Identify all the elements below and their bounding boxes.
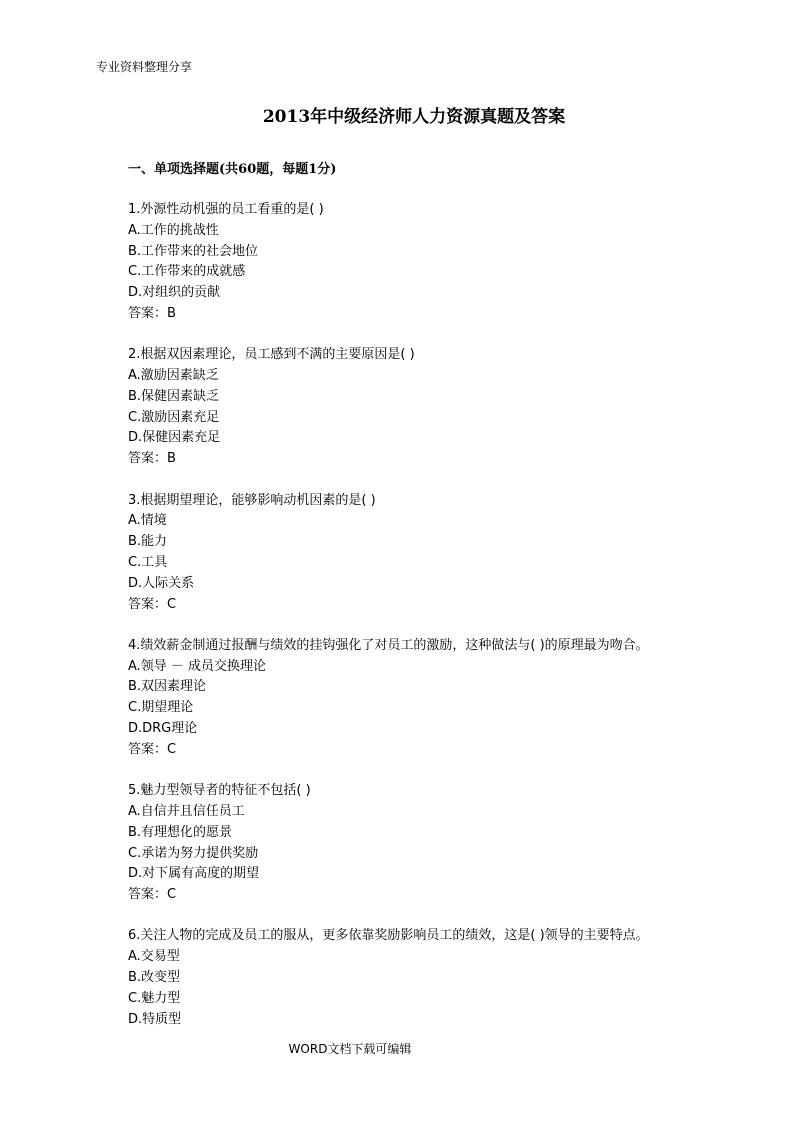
question-stem: 4.绩效薪金制通过报酬与绩效的挂钩强化了对员工的激励，这种做法与( )的原理最为吻合。 bbox=[128, 637, 649, 653]
question-stem: 6.关注人物的完成及员工的服从，更多依靠奖励影响员工的绩效，这是( )领导的主要特点。 bbox=[128, 928, 649, 944]
option-a: A.领导 － 成员交换理论 bbox=[128, 658, 267, 674]
page-header: 专业资料整理分享 bbox=[96, 60, 193, 74]
option-a: A.激励因素缺乏 bbox=[128, 368, 219, 384]
option-b: B.有理想化的愿景 bbox=[128, 824, 233, 840]
question-stem: 2.根据双因素理论，员工感到不满的主要原因是( ) bbox=[128, 347, 415, 363]
option-d: D.特质型 bbox=[128, 1011, 182, 1027]
option-c: C.工作带来的成就感 bbox=[128, 264, 246, 280]
option-b: B.能力 bbox=[128, 534, 168, 550]
option-b: B.保健因素缺乏 bbox=[128, 388, 220, 404]
option-d: D.对组织的贡献 bbox=[128, 285, 221, 301]
option-d: D.保健因素充足 bbox=[128, 430, 221, 446]
question-item bbox=[128, 926, 728, 1030]
page-footer: WORD文档下载可编辑 bbox=[288, 1042, 412, 1056]
question-item bbox=[128, 636, 728, 761]
answer-line: 答案：B bbox=[128, 305, 176, 321]
question-stem: 5.魅力型领导者的特征不包括( ) bbox=[128, 783, 311, 799]
option-a: A.自信并且信任员工 bbox=[128, 803, 245, 819]
answer-line: 答案：C bbox=[128, 741, 177, 757]
option-c: C.激励因素充足 bbox=[128, 409, 220, 425]
option-a: A.情境 bbox=[128, 513, 167, 529]
question-item bbox=[128, 491, 728, 616]
question-list bbox=[128, 200, 728, 1051]
option-d: D.对下属有高度的期望 bbox=[128, 866, 260, 882]
question-stem: 1.外源性动机强的员工看重的是( ) bbox=[128, 202, 324, 217]
answer-line: 答案：B bbox=[128, 451, 176, 467]
option-c: C.工具 bbox=[128, 554, 168, 570]
option-c: C.承诺为努力提供奖励 bbox=[128, 845, 259, 861]
question-item bbox=[128, 200, 728, 325]
question-stem: 3.根据期望理论，能够影响动机因素的是( ) bbox=[128, 492, 376, 508]
option-b: B.双因素理论 bbox=[128, 679, 207, 695]
option-b: B.改变型 bbox=[128, 970, 181, 985]
option-d: D.DRG理论 bbox=[128, 721, 198, 737]
option-a: A.交易型 bbox=[128, 949, 180, 965]
option-d: D.人际关系 bbox=[128, 575, 195, 591]
option-a: A.工作的挑战性 bbox=[128, 222, 219, 238]
question-item bbox=[128, 345, 728, 470]
question-item bbox=[128, 781, 728, 906]
option-c: C.魅力型 bbox=[128, 990, 181, 1006]
option-b: B.工作带来的社会地位 bbox=[128, 243, 259, 259]
section-heading: 一、单项选择题(共60题，每题1分) bbox=[128, 162, 337, 177]
document-title: 2013年中级经济师人力资源真题及答案 bbox=[262, 107, 566, 127]
answer-line: 答案：C bbox=[128, 596, 177, 612]
option-c: C.期望理论 bbox=[128, 700, 194, 716]
answer-line: 答案：C bbox=[128, 887, 177, 903]
